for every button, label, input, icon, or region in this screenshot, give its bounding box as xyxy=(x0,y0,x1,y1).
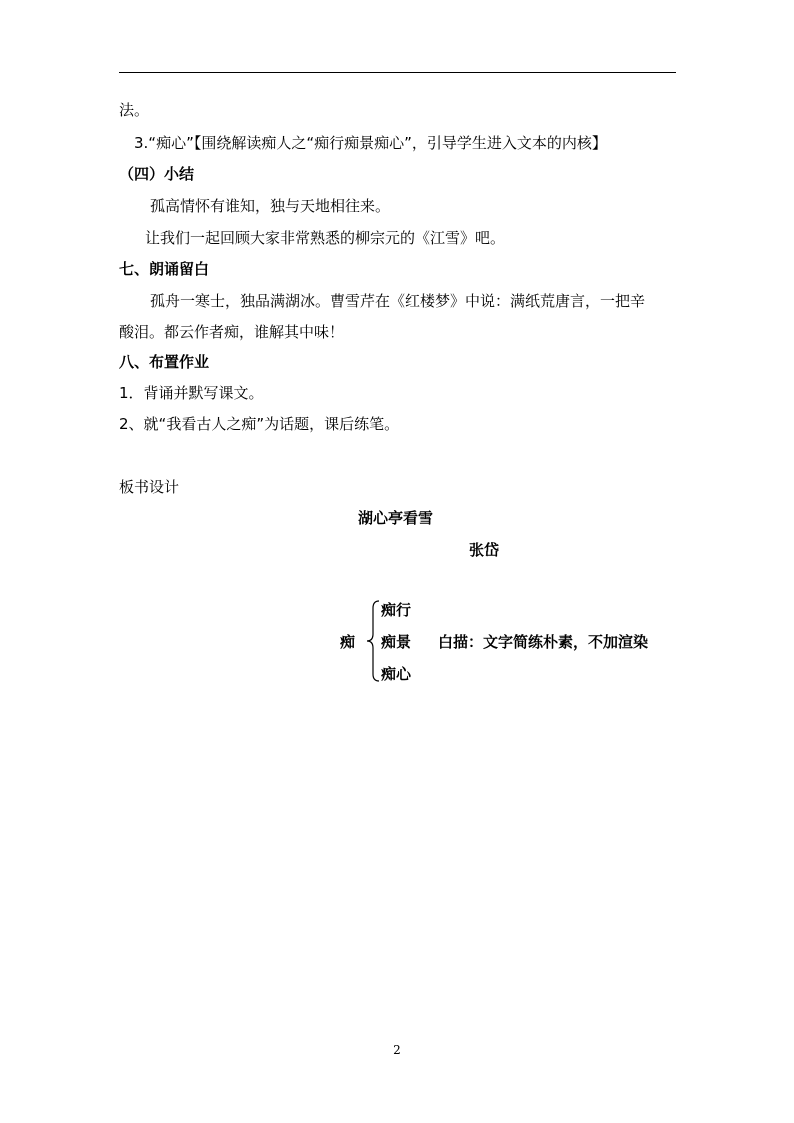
text-line: 孤舟一寒士，独品满湖冰。曹雪芹在《红楼梦》中说：满纸荒唐言，一把辛 xyxy=(150,292,646,310)
text-line: 孤高情怀有谁知，独与天地相往来。 xyxy=(150,197,391,215)
section-heading: 七、朗诵留白 xyxy=(119,260,210,278)
board-title: 湖心亭看雪 xyxy=(358,509,434,527)
text-line: 让我们一起回顾大家非常熟悉的柳宗元的《江雪》吧。 xyxy=(145,229,506,247)
list-item: 1．背诵并默写课文。 xyxy=(119,384,264,402)
section-heading: （四）小结 xyxy=(119,165,195,183)
text-line: 酸泪。都云作者痴，谁解其中味！ xyxy=(119,323,345,341)
list-item: 2、就“我看古人之痴”为话题，课后练笔。 xyxy=(119,415,400,433)
board-note: 白描：文字简练朴素，不加渲染 xyxy=(438,633,649,651)
text-line: 法。 xyxy=(119,101,150,119)
board-branch: 痴心 xyxy=(381,665,412,683)
page-number: 2 xyxy=(393,1043,401,1057)
board-author: 张岱 xyxy=(469,541,500,559)
text-line: 3.“痴心”【围绕解读痴人之“痴行痴景痴心”，引导学生进入文本的内核】 xyxy=(134,134,607,152)
brace-icon xyxy=(365,600,381,682)
board-branch: 痴景 xyxy=(381,633,412,651)
board-heading: 板书设计 xyxy=(119,478,180,496)
section-heading: 八、布置作业 xyxy=(119,353,210,371)
board-root: 痴 xyxy=(340,633,356,651)
board-branch: 痴行 xyxy=(381,601,412,619)
header-rule xyxy=(119,72,676,73)
